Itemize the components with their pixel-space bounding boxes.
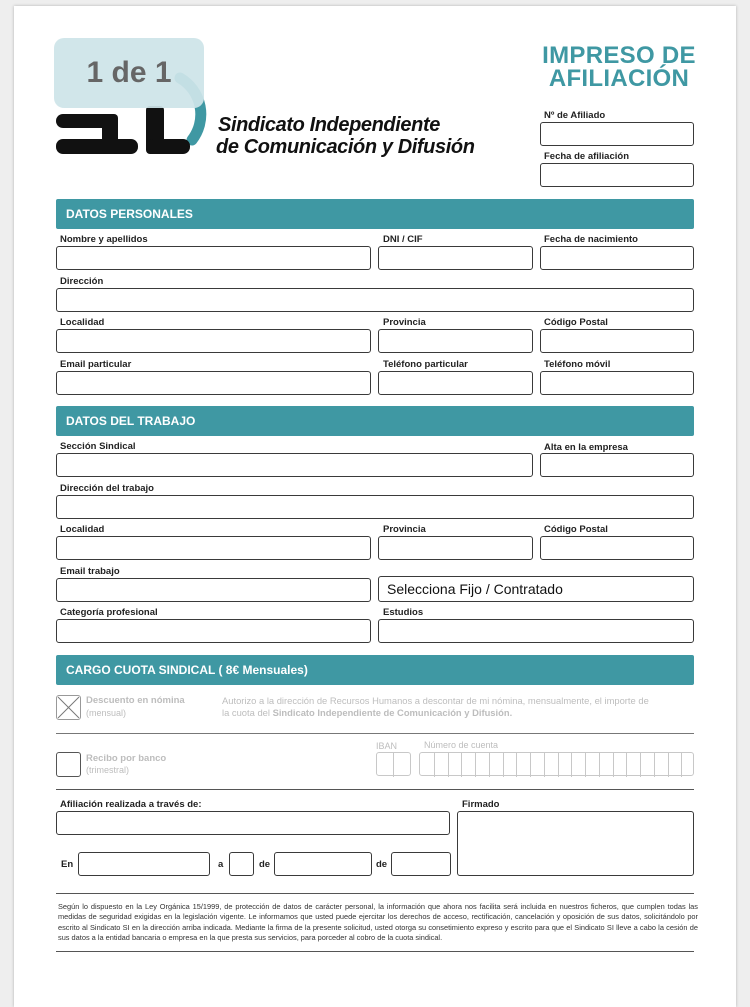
hire-date-field[interactable] [540,453,694,477]
account-digit-separator [571,753,572,777]
hire-date-label: Alta en la empresa [544,442,628,453]
day-prefix-label: a [218,859,224,870]
city-field[interactable] [56,329,371,353]
payroll-text-1: Autorizo a la dirección de Recursos Humanos a descontar de mi nómina, mensualmente, el importe de [222,695,649,706]
account-digit-separator [434,753,435,777]
contract-type-select[interactable]: Selecciona Fijo / Contratado [378,576,694,602]
zip-label: Código Postal [544,317,608,328]
affiliate-number-field[interactable] [540,122,694,146]
work-city-label: Localidad [60,524,105,535]
account-number-field[interactable] [419,752,694,776]
phone-label: Teléfono particular [383,359,468,370]
payroll-sub: (mensual) [86,708,127,718]
email-field[interactable] [56,371,371,395]
category-label: Categoría profesional [60,607,158,618]
payroll-checkbox[interactable] [56,695,81,720]
bank-sub: (trimestral) [86,765,129,775]
iban-field[interactable] [376,752,411,776]
account-digit-separator [668,753,669,777]
studies-field[interactable] [378,619,694,643]
account-digit-separator [599,753,600,777]
payroll-text-bold: Sindicato Independiente de Comunicación y Difusión. [272,707,513,718]
phone-field[interactable] [378,371,533,395]
dni-label: DNI / CIF [383,234,423,245]
divider [56,951,694,952]
email-label: Email particular [60,359,132,370]
brand-line-2: de Comunicación y Difusión [216,136,475,158]
work-address-label: Dirección del trabajo [60,483,154,494]
account-digit-separator [626,753,627,777]
personal-data-heading: DATOS PERSONALES [56,199,694,229]
form-title-line-2: AFILIACIÓN [548,65,690,92]
dni-field[interactable] [378,246,533,270]
account-digit-separator [489,753,490,777]
account-number-label: Número de cuenta [424,740,499,750]
form-title [534,44,704,90]
birth-date-label: Fecha de nacimiento [544,234,638,245]
bank-label: Recibo por banco [86,753,167,764]
account-digit-separator [475,753,476,777]
divider [56,733,694,734]
account-digit-separator [681,753,682,777]
legal-notice: Según lo dispuesto en la Ley Orgánica 15/1999, de protección de datos de carácter personal, la información que ahora nos facilita será incluida en nuestros ficheros, que cumplen todas las medidas de seguridad exigidas en la legislación vigente. Le informamos que usted puede ejercitar los derechos de acceso, rectificación, cancelación y oposición de sus datos, solicitándolo por escrito al Sindicato SI en la dirección arriba indicada. Mediante la firma de la presente solicitud, usted otorga su consetimiento expreso y escrito para que el Sindicato SI lleve a cabo la cesión de sus datos a la entidad bancaria o empresa en la que presta sus servicios, para porceder al cobro de la cuota sindical. [58,902,698,943]
account-digit-separator [530,753,531,777]
page-indicator: 1 de 1 [54,38,204,108]
union-section-field[interactable] [56,453,533,477]
account-digit-separator [448,753,449,777]
signed-label: Firmado [462,799,500,810]
brand-line-1: Sindicato Independiente [218,114,440,136]
affiliation-via-label: Afiliación realizada a través de: [60,799,202,810]
work-email-label: Email trabajo [60,566,120,577]
year-prefix-label: de [376,859,388,870]
account-digit-separator [640,753,641,777]
work-zip-label: Código Postal [544,524,608,535]
work-province-label: Provincia [383,524,426,535]
name-label: Nombre y apellidos [60,234,148,245]
day-field[interactable] [229,852,254,876]
province-label: Provincia [383,317,426,328]
form-title-line-1: IMPRESO DE [542,42,696,69]
affiliation-via-field[interactable] [56,811,450,835]
bank-checkbox[interactable] [56,752,81,777]
account-digit-separator [461,753,462,777]
address-field[interactable] [56,288,694,312]
account-digit-separator [654,753,655,777]
address-label: Dirección [60,276,104,287]
work-city-field[interactable] [56,536,371,560]
iban-label: IBAN [376,741,398,751]
union-section-label: Sección Sindical [60,441,136,452]
work-data-heading: DATOS DEL TRABAJO [56,406,694,436]
zip-field[interactable] [540,329,694,353]
divider [56,789,694,790]
divider [56,893,694,894]
payroll-label: Descuento en nómina [86,695,185,706]
account-digit-separator [585,753,586,777]
province-field[interactable] [378,329,533,353]
affiliation-date-field[interactable] [540,163,694,187]
account-digit-separator [558,753,559,777]
check-cross-icon [57,696,80,719]
fee-heading: CARGO CUOTA SINDICAL ( 8€ Mensuales) [56,655,694,685]
year-field[interactable] [391,852,451,876]
payroll-text-2: la cuota del [222,707,273,718]
work-zip-field[interactable] [540,536,694,560]
studies-label: Estudios [383,607,424,618]
work-province-field[interactable] [378,536,533,560]
birth-date-field[interactable] [540,246,694,270]
name-field[interactable] [56,246,371,270]
month-prefix-label: de [259,859,271,870]
place-label: En [61,859,74,870]
category-field[interactable] [56,619,371,643]
mobile-label: Teléfono móvil [544,359,611,370]
payroll-authorization-text [222,695,696,719]
affiliate-number-label: Nº de Afiliado [544,110,606,121]
month-field[interactable] [274,852,372,876]
account-digit-separator [516,753,517,777]
account-digit-separator [613,753,614,777]
affiliation-date-label: Fecha de afiliación [544,151,629,162]
mobile-field[interactable] [540,371,694,395]
account-digit-separator [544,753,545,777]
account-digit-separator [503,753,504,777]
work-email-field[interactable] [56,578,371,602]
signature-field[interactable] [457,811,694,876]
work-address-field[interactable] [56,495,694,519]
place-field[interactable] [78,852,210,876]
form-page [14,6,736,1007]
city-label: Localidad [60,317,105,328]
